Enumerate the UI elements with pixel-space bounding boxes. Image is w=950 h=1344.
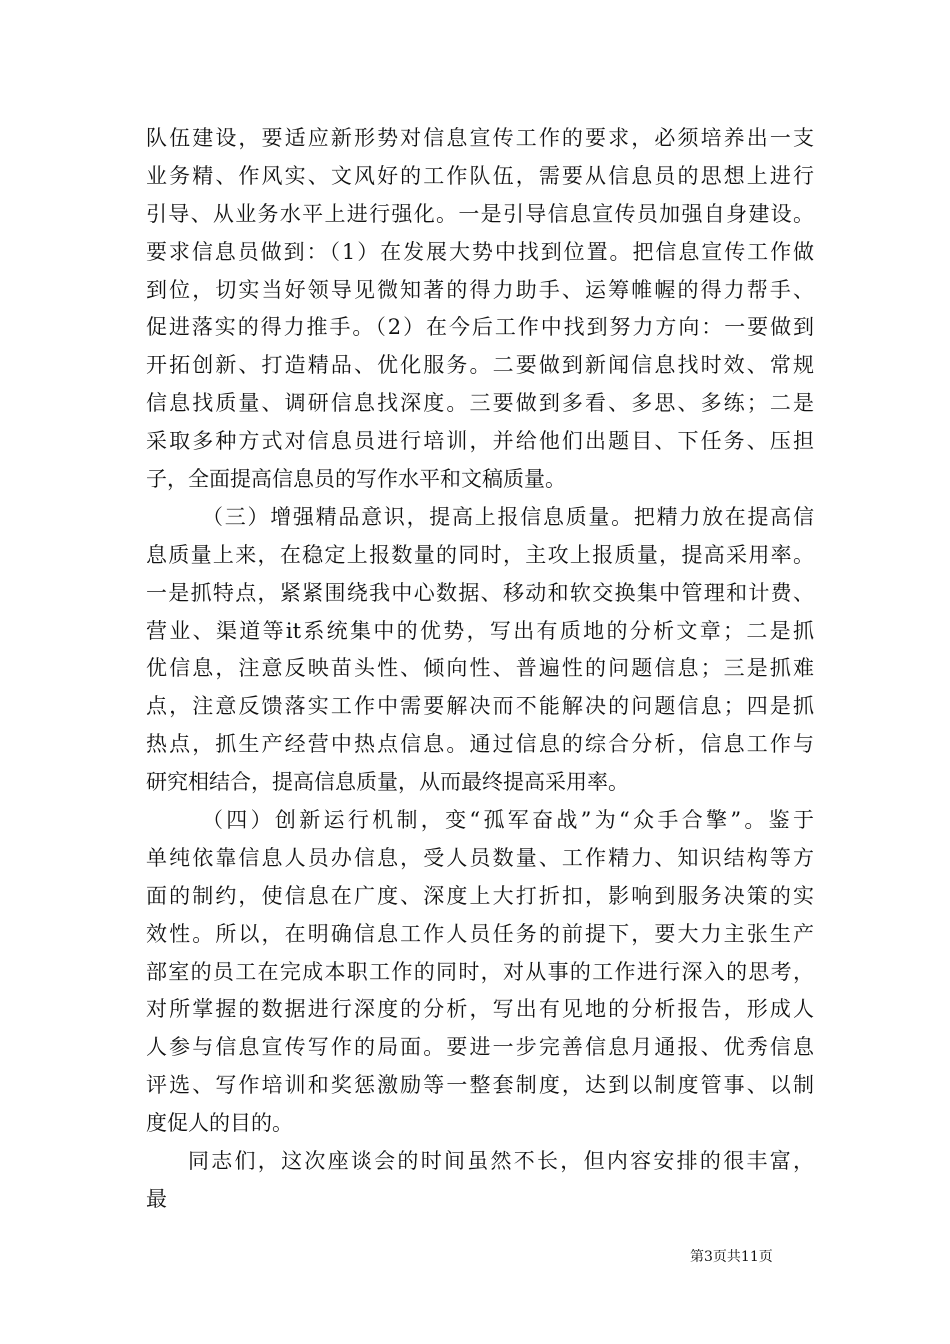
text-line: （四）创新运行机制，变“孤军奋战”为“众手合擎”。鉴于 <box>202 808 814 833</box>
text-line: 单纯依靠信息人员办信息，受人员数量、工作精力、知识结构等方 <box>146 845 814 870</box>
text-line: （三）增强精品意识，提高上报信息质量。把精力放在提高信 <box>202 504 814 529</box>
text-line: 点，注意反馈落实工作中需要解决而不能解决的问题信息；四是抓 <box>146 694 814 719</box>
text-line: 面的制约，使信息在广度、深度上大打折扣，影响到服务决策的实 <box>146 883 814 908</box>
text-line: 息质量上来，在稳定上报数量的同时，主攻上报质量，提高采用率。 <box>146 542 814 567</box>
text-line: 信息找质量、调研信息找深度。三要做到多看、多思、多练；二是 <box>146 391 814 416</box>
text-line: 热点，抓生产经营中热点信息。通过信息的综合分析，信息工作与 <box>146 732 814 757</box>
text-line: 采取多种方式对信息员进行培训，并给他们出题目、下任务、压担 <box>146 429 814 454</box>
text-line: 同志们，这次座谈会的时间虽然不长，但内容安排的很丰富， <box>188 1149 814 1174</box>
text-line: 到位，切实当好领导见微知著的得力助手、运筹帷幄的得力帮手、 <box>146 277 814 302</box>
text-line: 促进落实的得力推手。（2）在今后工作中找到努力方向：一要做到 <box>146 315 814 340</box>
text-line: 引导、从业务水平上进行强化。一是引导信息宣传员加强自身建设。 <box>146 201 814 226</box>
body-text <box>146 120 814 1219</box>
text-line: 要求信息员做到：（1）在发展大势中找到位置。把信息宣传工作做 <box>146 239 814 264</box>
text-line: 最 <box>146 1186 167 1211</box>
text-line: 开拓创新、打造精品、优化服务。二要做到新闻信息找时效、常规 <box>146 353 814 378</box>
text-line: 队伍建设，要适应新形势对信息宣传工作的要求，必须培养出一支 <box>146 126 814 150</box>
text-line: 评选、写作培训和奖惩激励等一整套制度，达到以制度管事、以制 <box>146 1073 814 1098</box>
text-line: 子，全面提高信息员的写作水平和文稿质量。 <box>146 467 566 492</box>
text-line: 研究相结合，提高信息质量，从而最终提高采用率。 <box>146 770 629 795</box>
text-line: 优信息，注意反映苗头性、倾向性、普遍性的问题信息；三是抓难 <box>146 656 814 681</box>
text-line: 效性。所以，在明确信息工作人员任务的前提下，要大力主张生产 <box>146 921 814 946</box>
page-number-footer: 第3页共11页 <box>690 1249 773 1265</box>
text-line: 度促人的目的。 <box>146 1111 293 1136</box>
text-line: 人参与信息宣传写作的局面。要进一步完善信息月通报、优秀信息 <box>146 1035 814 1060</box>
text-line: 部室的员工在完成本职工作的同时，对从事的工作进行深入的思考， <box>146 959 814 984</box>
text-line: 一是抓特点，紧紧围绕我中心数据、移动和软交换集中管理和计费、 <box>146 580 814 605</box>
text-line: 业务精、作风实、文风好的工作队伍，需要从信息员的思想上进行 <box>146 163 814 188</box>
text-line: 营业、渠道等it系统集中的优势，写出有质地的分析文章；二是抓 <box>146 618 814 643</box>
text-line: 对所掌握的数据进行深度的分析，写出有见地的分析报告，形成人 <box>146 997 814 1022</box>
